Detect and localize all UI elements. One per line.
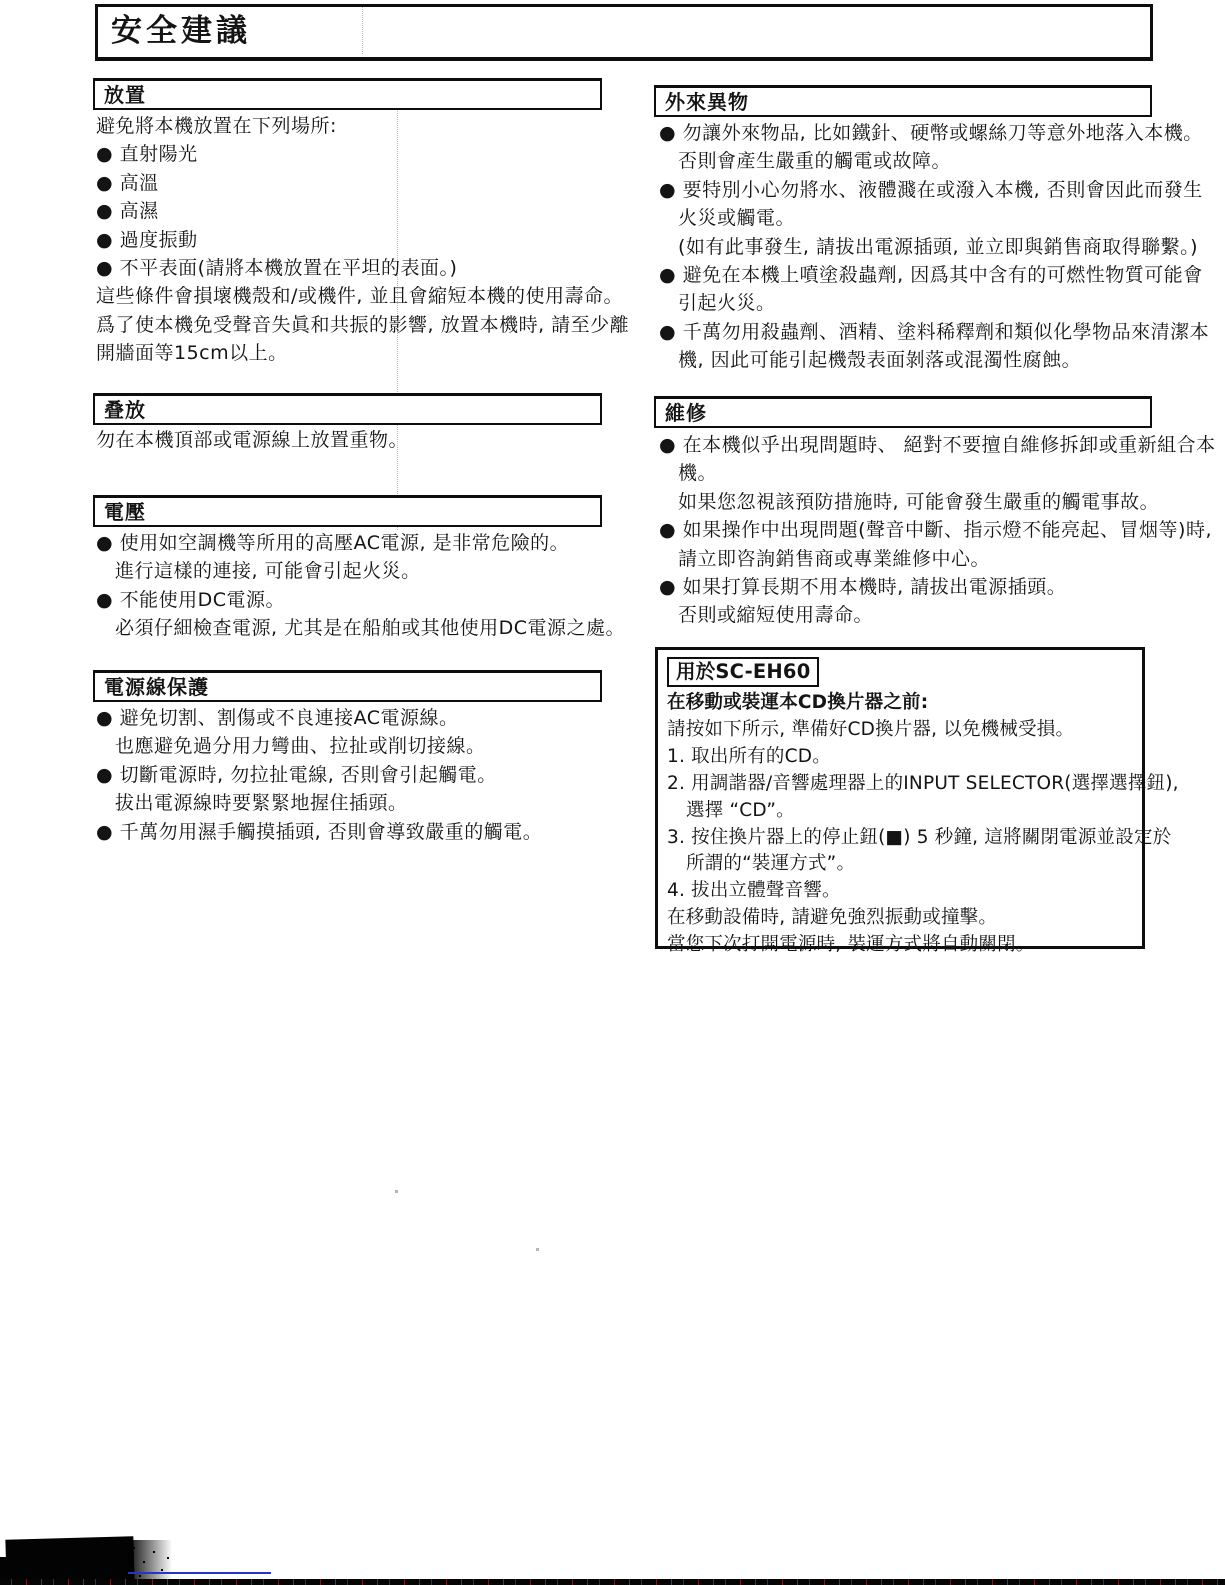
section-header-stacking: [93, 393, 602, 425]
section-header-label: 電壓: [104, 500, 146, 524]
text-line: 勿在本機頂部或電源線上放置重物。: [96, 429, 409, 451]
bullet-line: ● 在本機似乎出現問題時、 絕對不要擅自維修拆卸或重新組合本: [659, 434, 1216, 456]
section-body-stacking: [96, 426, 408, 454]
bullet-line: ● 千萬勿用殺蟲劑、酒精、塗料稀釋劑和類似化學物品來清潔本: [659, 320, 1210, 343]
model-badge: 用於SC-EH60: [667, 657, 819, 687]
blue-line-artifact: [128, 1572, 271, 1574]
scan-fold-line: [362, 6, 363, 54]
section-body-foreign-matter: [659, 119, 1209, 375]
text-line: 否則會產生嚴重的觸電或故障。: [678, 150, 952, 173]
page-title-box: [95, 4, 1153, 61]
text-line: 這些條件會損壞機殼和/或機件, 並且會縮短本機的使用壽命。: [96, 285, 623, 308]
text-line: 當您下次打開電源時, 裝運方式將自動關閉。: [667, 934, 1035, 956]
text-line: 火災或觸電。: [678, 207, 796, 230]
bullet-line: ● 勿讓外來物品, 比如鐵針、硬幣或螺絲刀等意外地落入本機。: [659, 122, 1203, 144]
bullet-line: ● 過度振動: [96, 228, 198, 251]
section-header-maintenance: [654, 396, 1152, 428]
bullet-line: ● 要特別小心勿將水、液體濺在或潑入本機, 否則會因此而發生: [659, 178, 1203, 201]
text-line: 機。: [678, 462, 718, 485]
text-line: 如果您忽視該預防措施時, 可能會發生嚴重的觸電事故。: [678, 490, 1160, 513]
section-header-label: 外來異物: [665, 90, 749, 114]
section-header-label: 維修: [665, 401, 707, 425]
section-body-voltage: [96, 529, 625, 643]
text-line: 在移動或裝運本CD換片器之前:: [667, 692, 929, 713]
text-line: 引起火災。: [678, 292, 776, 315]
section-body-power-cord: [96, 704, 542, 846]
text-line: (如有此事發生, 請拔出電源插頭, 並立即與銷售商取得聯繫。): [678, 235, 1198, 258]
section-body-maintenance: [659, 431, 1216, 630]
text-line: 避免將本機放置在下列場所:: [96, 115, 337, 137]
text-line: 也應避免過分用力彎曲、拉扯或削切接線。: [115, 735, 486, 758]
text-line: 否則或縮短使用壽命。: [678, 604, 874, 627]
scan-edge-artifact: [0, 1579, 1225, 1585]
bullet-line: ● 不能使用DC電源。: [96, 588, 286, 611]
bullet-line: ● 使用如空調機等所用的高壓AC電源, 是非常危險的。: [96, 532, 570, 554]
numbered-step: 4. 拔出立體聲音響。: [667, 880, 841, 902]
bullet-line: ● 如果操作中出現問題(聲音中斷、指示燈不能亮起、冒烟等)時,: [659, 519, 1212, 542]
section-header-label: 放置: [104, 83, 146, 107]
text-line: 開牆面等15cm以上。: [96, 342, 288, 365]
section-header-voltage: [93, 495, 602, 527]
text-line: 爲了使本機免受聲音失眞和共振的影響, 放置本機時, 請至少離: [96, 313, 630, 336]
sc-eh60-note-box: [655, 647, 1179, 956]
text-line: 進行這樣的連接, 可能會引起火災。: [115, 560, 421, 583]
text-line: 必須仔細檢查電源, 尤其是在船舶或其他使用DC電源之處。: [115, 617, 625, 640]
text-line: 在移動設備時, 請避免強烈振動或撞擊。: [667, 907, 998, 929]
numbered-step: 2. 用調諧器/音響處理器上的INPUT SELECTOR(選擇選擇鈕),: [667, 772, 1179, 794]
section-header-label: 電源線保護: [104, 675, 209, 699]
bullet-line: ● 避免切割、割傷或不良連接AC電源線。: [96, 707, 459, 729]
ink-blob-artifact: [5, 1536, 134, 1585]
bullet-line: ● 切斷電源時, 勿拉扯電線, 否則會引起觸電。: [96, 763, 497, 786]
numbered-step: 1. 取出所有的CD。: [667, 745, 831, 767]
numbered-step: 3. 按住換片器上的停止鈕(■) 5 秒鐘, 這將關閉電源並設定於: [667, 826, 1172, 848]
bullet-line: ● 不平表面(請將本機放置在平坦的表面。): [96, 257, 458, 280]
text-line: 拔出電源線時要緊緊地握住插頭。: [115, 792, 408, 815]
bullet-line: ● 高濕: [96, 200, 159, 223]
text-line: 機, 因此可能引起機殼表面剝落或混濁性腐蝕。: [678, 349, 1082, 372]
bullet-line: ● 千萬勿用濕手觸摸插頭, 否則會導致嚴重的觸電。: [96, 820, 543, 843]
section-body-placement: [96, 112, 629, 368]
dust-speck: [536, 1248, 539, 1251]
bullet-line: ● 直射陽光: [96, 143, 198, 166]
section-header-label: 叠放: [104, 398, 146, 422]
bullet-line: ● 避免在本機上噴塗殺蟲劑, 因爲其中含有的可燃性物質可能會: [659, 264, 1203, 287]
section-header-foreign-matter: [654, 85, 1152, 117]
text-line: 選擇 “CD”。: [686, 799, 795, 821]
bullet-line: ● 高溫: [96, 171, 159, 194]
text-line: 所謂的“裝運方式”。: [686, 853, 856, 875]
bullet-line: ● 如果打算長期不用本機時, 請拔出電源插頭。: [659, 576, 1067, 599]
page-title: 安全建議: [111, 13, 251, 49]
text-line: 請立即咨詢銷售商或專業維修中心。: [678, 547, 991, 570]
section-header-placement: [93, 78, 602, 110]
dust-speck: [395, 1190, 398, 1193]
text-line: 請按如下所示, 準備好CD換片器, 以免機械受損。: [667, 718, 1075, 740]
section-header-power-cord: [93, 670, 602, 702]
